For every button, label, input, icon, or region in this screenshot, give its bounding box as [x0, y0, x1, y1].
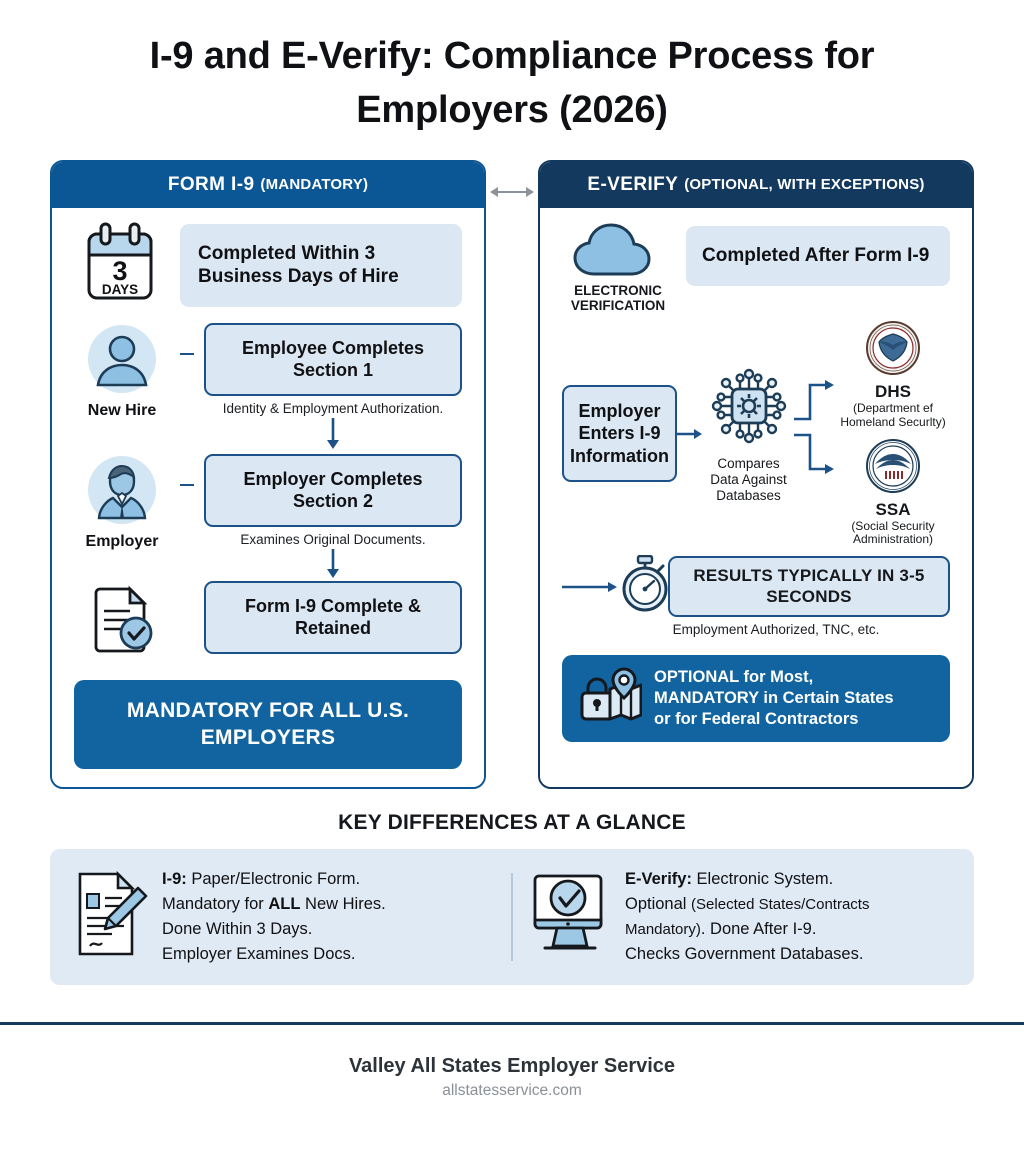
i9-step-3-body	[204, 581, 462, 654]
i9-step-2	[74, 454, 462, 581]
e-verify-column-body	[540, 208, 972, 787]
calendar-icon	[74, 222, 166, 309]
key-differences-title: KEY DIFFERENCES AT A GLANCE	[338, 810, 686, 834]
i9-step-1-box: Employee Completes Section 1	[204, 323, 462, 396]
agency-dhs-subtitle: (Department ef Homeland Securlty)	[840, 400, 946, 429]
everify-timing-text: Completed After Form I-9	[686, 226, 950, 286]
ssa-seal-icon	[865, 438, 921, 494]
cloud-icon	[562, 222, 674, 314]
key-differences-panel	[50, 849, 974, 985]
form-pencil-icon	[72, 868, 150, 965]
key-differences-everify	[519, 867, 960, 967]
monitor-check-icon	[527, 868, 613, 965]
kd-everify-line2-pre: Optional	[625, 894, 692, 913]
agency-ssa-subtitle: (Social Security Administration)	[851, 518, 935, 547]
down-arrow-icon	[325, 418, 341, 450]
svg-text:3: 3	[112, 255, 128, 286]
new-hire-person-icon	[74, 323, 170, 420]
kd-everify-line3-small: Mandatory)	[625, 920, 701, 938]
i9-step-2-icon-label: Employer	[85, 532, 159, 550]
i9-step-1	[74, 323, 462, 452]
footer-divider	[0, 1022, 1024, 1025]
i9-step-3-box: Form I-9 Complete & Retained	[204, 581, 462, 654]
everify-optional-banner-text	[654, 667, 894, 730]
kd-everify-line2-small: (Selected States/Contracts	[691, 895, 870, 913]
kd-i9-line2-strong: ALL	[268, 894, 301, 913]
right-arrow-icon	[562, 579, 618, 595]
agencies-group	[838, 320, 950, 547]
e-verify-column	[538, 160, 974, 789]
kd-everify-line3-post: . Done After I-9.	[700, 919, 817, 938]
e-verify-header-main: E-VERIFY	[587, 173, 679, 195]
form-i9-column	[50, 160, 486, 789]
kd-everify-label: E-Verify:	[625, 869, 692, 888]
i9-timing-row	[74, 222, 462, 309]
key-differences-i9-text	[162, 867, 386, 967]
banner-line-2: MANDATORY in Certain States	[654, 689, 894, 708]
chip-caption: Compares Data Against Databases	[710, 455, 787, 504]
banner-line-3: or for Federal Contractors	[654, 710, 859, 729]
kd-i9-line4: Employer Examines Docs.	[162, 944, 356, 963]
i9-step-2-box: Employer Completes Section 2	[204, 454, 462, 527]
lock-and-map-icon	[576, 667, 642, 730]
agency-dhs	[838, 320, 948, 430]
everify-results-row	[562, 555, 950, 618]
down-arrow-icon	[325, 549, 341, 579]
kd-i9-line2-pre: Mandatory for	[162, 894, 269, 913]
form-i9-header-main: FORM I-9	[167, 173, 255, 195]
stopwatch-icon	[618, 555, 674, 618]
i9-step-1-icon-label: New Hire	[87, 401, 157, 419]
i9-timing-text: Completed Within 3 Business Days of Hire	[180, 224, 462, 308]
key-differences-everify-text	[625, 867, 869, 967]
everify-optional-banner	[562, 655, 950, 742]
i9-step-1-connector	[180, 353, 194, 355]
kd-i9-line1: Paper/Electronic Form.	[191, 869, 361, 888]
agency-dhs-name: DHS	[875, 381, 911, 401]
i9-step-3-connector	[180, 611, 194, 613]
form-i9-header-sub: (MANDATORY)	[260, 176, 369, 194]
banner-line-1: OPTIONAL for Most,	[654, 668, 814, 687]
chip-group	[703, 363, 794, 505]
columns-connector	[486, 160, 538, 789]
svg-text:DAYS: DAYS	[101, 281, 139, 297]
key-differences-i9	[64, 867, 505, 967]
e-verify-header-sub: (OPTIONAL, WITH EXCEPTIONS)	[684, 176, 925, 194]
i9-step-2-body	[204, 454, 462, 581]
microchip-gear-icon	[706, 363, 792, 449]
footer-url: allstatesservice.com	[442, 1082, 582, 1099]
document-check-icon	[74, 581, 170, 660]
key-differences-divider	[511, 873, 513, 961]
everify-input-box: Employer Enters I-9 Information	[562, 385, 677, 483]
everify-timing-row	[562, 222, 950, 314]
form-i9-column-body	[52, 208, 484, 787]
comparison-columns	[0, 138, 1024, 789]
agency-ssa-name: SSA	[875, 499, 911, 519]
everify-results-caption: Employment Authorized, TNC, etc.	[672, 622, 880, 638]
cloud-label-line2: VERIFICATION	[570, 298, 666, 314]
i9-step-1-body	[204, 323, 462, 452]
kd-i9-line2-post: New Hires.	[300, 894, 386, 913]
i9-step-2-caption: Examines Original Documents.	[240, 531, 426, 547]
kd-everify-line1: Electronic System.	[696, 869, 834, 888]
footer	[0, 1055, 1024, 1100]
agency-ssa	[838, 438, 948, 548]
dhs-seal-icon	[865, 320, 921, 376]
i9-step-3	[74, 581, 462, 660]
employer-person-icon	[74, 454, 170, 551]
kd-i9-line3: Done Within 3 Days.	[162, 919, 313, 938]
e-verify-column-header	[540, 162, 972, 208]
kd-i9-label: I-9:	[162, 869, 187, 888]
cloud-label-line1: ELECTRONIC	[574, 282, 662, 298]
branch-arrows-icon	[794, 359, 838, 509]
form-i9-column-header	[52, 162, 484, 208]
i9-mandatory-banner: MANDATORY FOR ALL U.S. EMPLOYERS	[74, 680, 462, 769]
everify-flow	[562, 320, 950, 547]
page-title: I-9 and E-Verify: Compliance Process for Employers (2026)	[149, 35, 875, 131]
right-arrow-icon	[677, 426, 703, 442]
kd-everify-line4: Checks Government Databases.	[625, 944, 864, 963]
i9-step-1-caption: Identity & Employment Authorization.	[222, 400, 444, 416]
everify-results-text: RESULTS TYPICALLY IN 3-5 SECONDS	[668, 556, 950, 617]
double-headed-arrow-icon	[489, 182, 535, 202]
footer-company-name: Valley All States Employer Service	[348, 1055, 676, 1077]
i9-step-2-connector	[180, 484, 194, 486]
